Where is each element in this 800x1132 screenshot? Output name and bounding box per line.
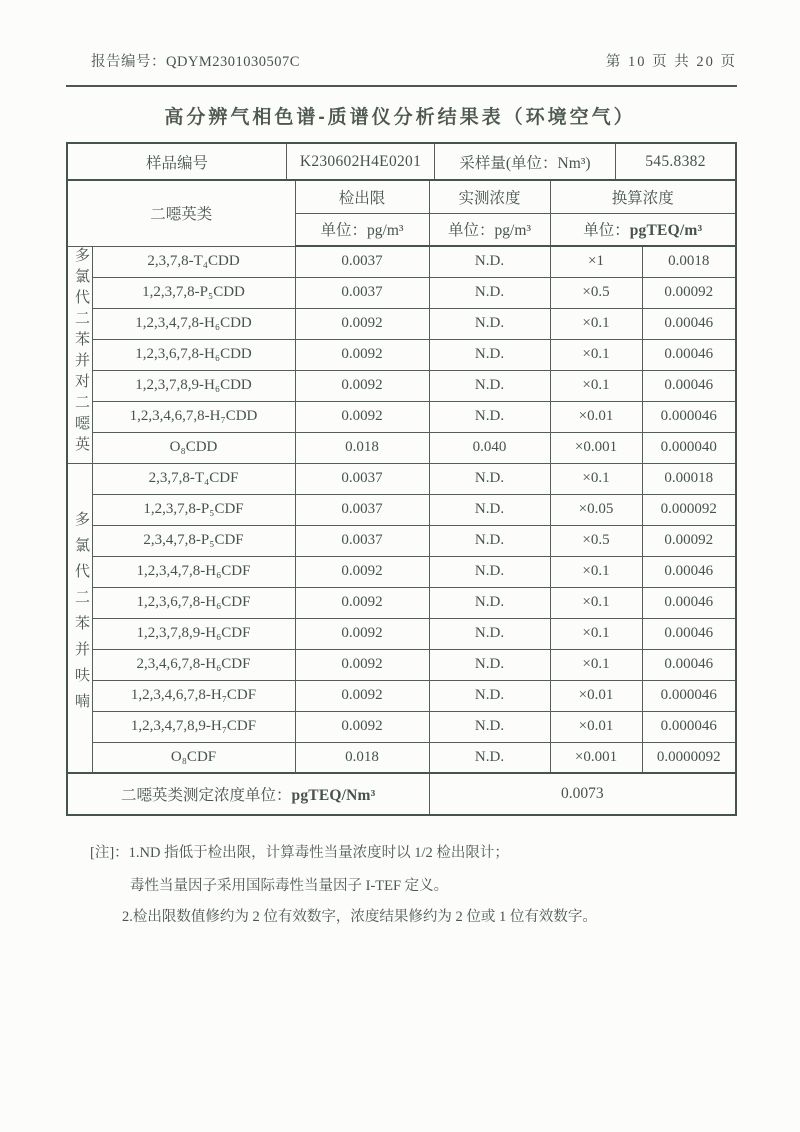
congener-group-label: 多氯代二苯并对二噁英: [68, 246, 92, 463]
congener-row: [68, 680, 735, 711]
detection-limit-value: 0.0037: [295, 463, 429, 494]
teq-total-value: 0.0073: [429, 773, 735, 814]
measured-value: 0.040: [429, 432, 550, 463]
congener-row: [68, 525, 735, 556]
header-divider: [66, 85, 737, 87]
congener-row: [68, 711, 735, 742]
measured-unit: 单位：pg/m³: [429, 213, 550, 246]
tef-factor: ×0.5: [550, 525, 642, 556]
converted-value: 0.000040: [642, 432, 735, 463]
congener-name: 1,2,3,4,7,8,9-H₇CDF: [92, 711, 295, 742]
measured-value: N.D.: [429, 401, 550, 432]
tef-factor: ×0.5: [550, 277, 642, 308]
measured-value: N.D.: [429, 246, 550, 277]
measured-value: N.D.: [429, 277, 550, 308]
page-header: [66, 50, 737, 71]
measured-header: 实测浓度: [429, 181, 550, 213]
measured-value: N.D.: [429, 680, 550, 711]
converted-value: 0.00092: [642, 525, 735, 556]
converted-value: 0.000046: [642, 711, 735, 742]
congener-name: 2,3,7,8-T₄CDD: [92, 246, 295, 277]
converted-value: 0.00046: [642, 618, 735, 649]
converted-value: 0.0018: [642, 246, 735, 277]
sample-id-label: 样品编号: [68, 144, 287, 179]
teq-total-label: 二噁英类测定浓度单位：pgTEQ/Nm³: [68, 773, 429, 814]
table-head: [68, 181, 735, 246]
congener-name: 1,2,3,4,6,7,8-H₇CDD: [92, 401, 295, 432]
congener-name: 2,3,7,8-T₄CDF: [92, 463, 295, 494]
converted-value: 0.00046: [642, 308, 735, 339]
detection-limit-value: 0.0092: [295, 401, 429, 432]
tef-factor: ×0.1: [550, 308, 642, 339]
congener-name: 1,2,3,6,7,8-H₆CDF: [92, 587, 295, 618]
tef-factor: ×0.01: [550, 401, 642, 432]
measured-value: N.D.: [429, 370, 550, 401]
detection-limit-header: 检出限: [295, 181, 429, 213]
sample-volume-label: 采样量(单位：Nm³): [435, 144, 616, 179]
congener-name: 1,2,3,7,8-P₅CDF: [92, 494, 295, 525]
converted-header: 换算浓度: [550, 181, 735, 213]
converted-value: 0.00046: [642, 587, 735, 618]
tef-factor: ×0.01: [550, 711, 642, 742]
detection-limit-value: 0.0037: [295, 277, 429, 308]
sample-volume-value: 545.8382: [645, 152, 706, 170]
document-title: 高分辨气相色谱-质谱仪分析结果表（环境空气）: [164, 107, 636, 128]
detection-limit-value: 0.0092: [295, 308, 429, 339]
detection-limit-value: 0.0092: [295, 711, 429, 742]
congener-row: [68, 432, 735, 463]
measured-value: N.D.: [429, 618, 550, 649]
measured-value: N.D.: [429, 742, 550, 773]
congener-row: [68, 401, 735, 432]
page-indicator: 第 10 页 共 20 页: [605, 54, 737, 70]
footnotes: [66, 842, 740, 928]
congener-name: 1,2,3,4,7,8-H₆CDD: [92, 308, 295, 339]
congener-row: [68, 277, 735, 308]
detection-limit-value: 0.0092: [295, 649, 429, 680]
converted-value: 0.00018: [642, 463, 735, 494]
tef-factor: ×0.05: [550, 494, 642, 525]
congener-name: 2,3,4,7,8-P₅CDF: [92, 525, 295, 556]
congener-row: [68, 370, 735, 401]
converted-value: 0.00046: [642, 556, 735, 587]
measured-value: N.D.: [429, 339, 550, 370]
note-line-3: 2.检出限数值修约为 2 位有效数字，浓度结果修约为 2 位或 1 位有效数字。: [122, 909, 597, 925]
converted-value: 0.000092: [642, 494, 735, 525]
congener-group-label: 多氯代二苯并呋喃: [68, 463, 92, 773]
congener-row: [68, 463, 735, 494]
detection-limit-value: 0.0092: [295, 680, 429, 711]
table-foot: [68, 773, 735, 814]
congener-row: [68, 494, 735, 525]
congener-name: 1,2,3,7,8,9-H₆CDF: [92, 618, 295, 649]
tef-factor: ×0.1: [550, 370, 642, 401]
congener-name: 1,2,3,6,7,8-H₆CDD: [92, 339, 295, 370]
congener-row: [68, 742, 735, 773]
detection-limit-value: 0.018: [295, 432, 429, 463]
tef-factor: ×0.001: [550, 432, 642, 463]
congener-row: [68, 556, 735, 587]
results-table: [66, 142, 737, 816]
converted-unit: 单位：pgTEQ/m³: [550, 213, 735, 246]
measured-value: N.D.: [429, 494, 550, 525]
detection-limit-value: 0.018: [295, 742, 429, 773]
tef-factor: ×0.1: [550, 587, 642, 618]
detection-limit-value: 0.0092: [295, 339, 429, 370]
converted-value: 0.0000092: [642, 742, 735, 773]
report-number: 报告编号：QDYM2301030507C: [91, 54, 300, 70]
measured-value: N.D.: [429, 556, 550, 587]
congener-row: [68, 649, 735, 680]
measured-value: N.D.: [429, 308, 550, 339]
detection-limit-value: 0.0092: [295, 556, 429, 587]
congener-name: 1,2,3,4,6,7,8-H₇CDF: [92, 680, 295, 711]
sample-id-value: K230602H4E0201: [287, 144, 435, 179]
congener-row: [68, 339, 735, 370]
congener-name: 1,2,3,7,8,9-H₆CDD: [92, 370, 295, 401]
detection-limit-value: 0.0092: [295, 587, 429, 618]
converted-value: 0.00046: [642, 339, 735, 370]
detection-limit-unit: 单位：pg/m³: [295, 213, 429, 246]
converted-value: 0.00046: [642, 649, 735, 680]
detection-limit-value: 0.0037: [295, 494, 429, 525]
converted-value: 0.00092: [642, 277, 735, 308]
tef-factor: ×0.1: [550, 649, 642, 680]
congener-name: 2,3,4,6,7,8-H₆CDF: [92, 649, 295, 680]
detection-limit-value: 0.0037: [295, 525, 429, 556]
measured-value: N.D.: [429, 711, 550, 742]
note-line-2: 毒性当量因子采用国际毒性当量因子 I-TEF 定义。: [130, 878, 449, 894]
congener-name: 1,2,3,7,8-P₅CDD: [92, 277, 295, 308]
measured-value: N.D.: [429, 463, 550, 494]
detection-limit-value: 0.0092: [295, 618, 429, 649]
tef-factor: ×0.1: [550, 618, 642, 649]
analyte-class-header: 二噁英类: [68, 181, 295, 246]
congener-table-body: [68, 246, 735, 773]
converted-value: 0.000046: [642, 680, 735, 711]
congener-name: O₈CDD: [92, 432, 295, 463]
congener-row: [68, 246, 735, 277]
measured-value: N.D.: [429, 587, 550, 618]
measured-value: N.D.: [429, 525, 550, 556]
congener-row: [68, 308, 735, 339]
congener-name: O₈CDF: [92, 742, 295, 773]
detection-limit-value: 0.0092: [295, 370, 429, 401]
tef-factor: ×0.1: [550, 556, 642, 587]
tef-factor: ×1: [550, 246, 642, 277]
tef-factor: ×0.01: [550, 680, 642, 711]
tef-factor: ×0.001: [550, 742, 642, 773]
tef-factor: ×0.1: [550, 463, 642, 494]
note-line-1: [注]：1.ND 指低于检出限，计算毒性当量浓度时以 1/2 检出限计；: [90, 845, 509, 861]
congener-row: [68, 618, 735, 649]
tef-factor: ×0.1: [550, 339, 642, 370]
sample-info-row: [68, 144, 735, 181]
detection-limit-value: 0.0037: [295, 246, 429, 277]
converted-value: 0.00046: [642, 370, 735, 401]
dioxin-results-table: [68, 181, 735, 814]
congener-row: [68, 587, 735, 618]
measured-value: N.D.: [429, 649, 550, 680]
converted-value: 0.000046: [642, 401, 735, 432]
congener-name: 1,2,3,4,7,8-H₆CDF: [92, 556, 295, 587]
